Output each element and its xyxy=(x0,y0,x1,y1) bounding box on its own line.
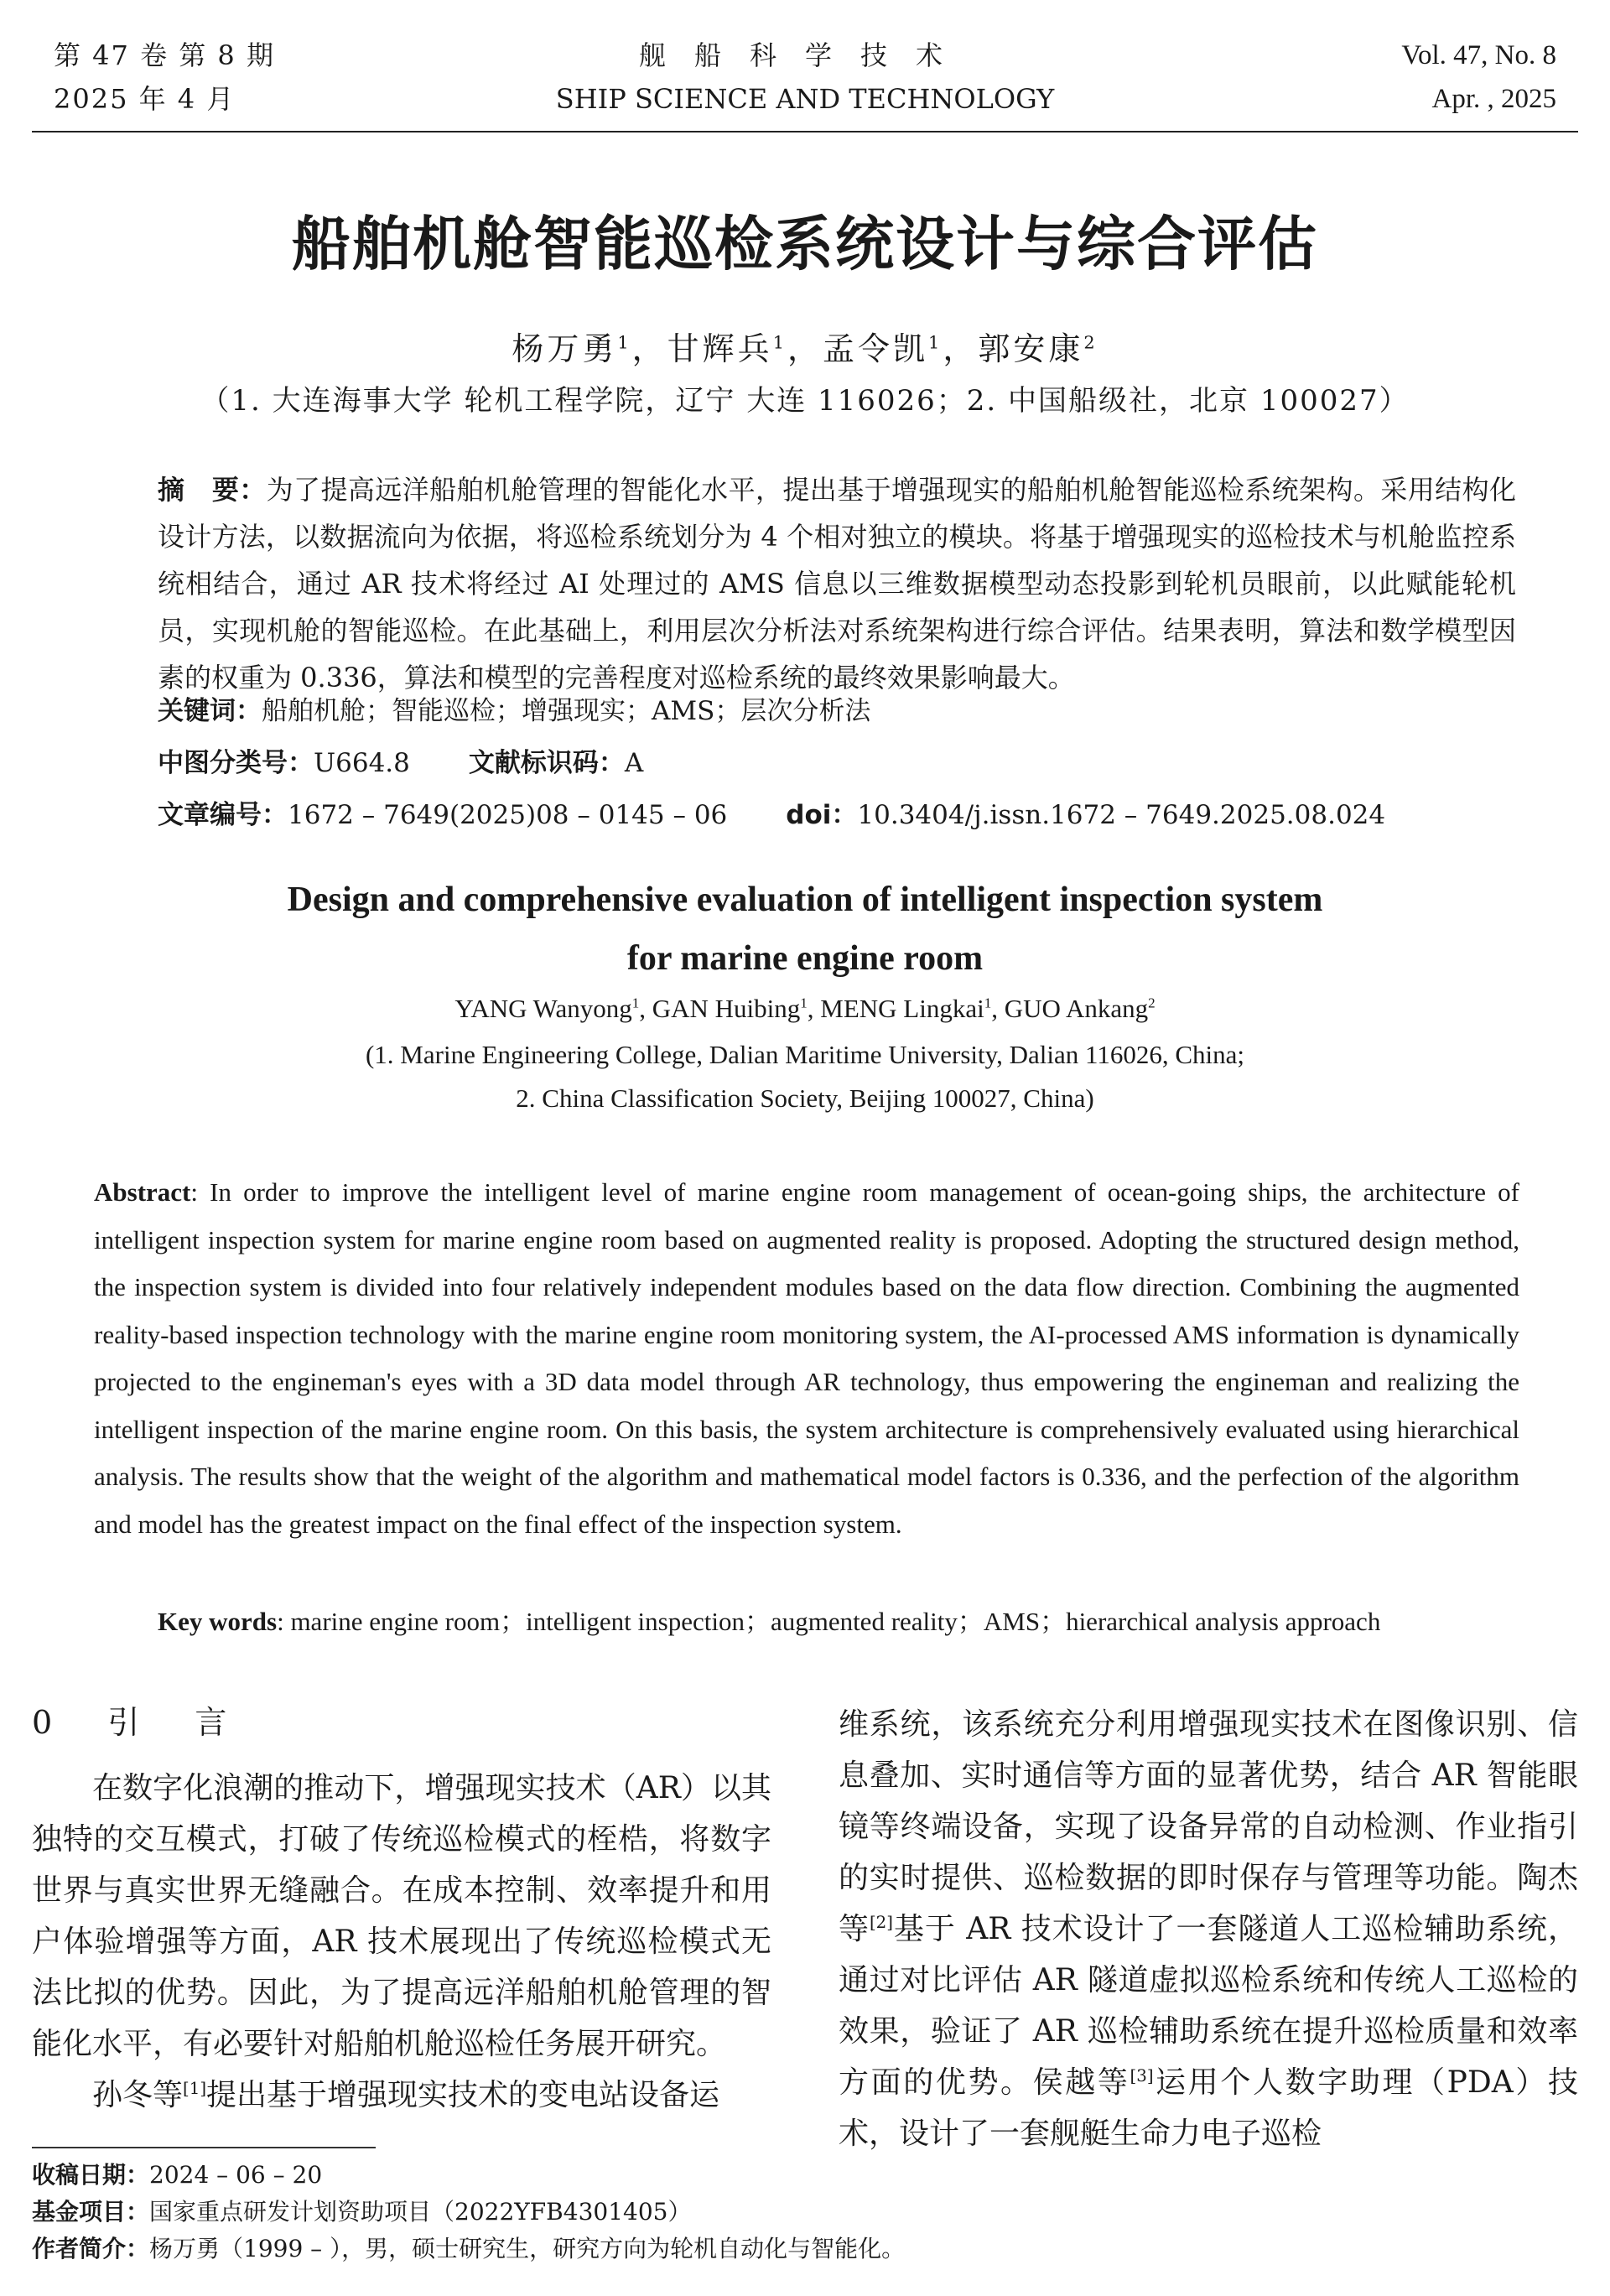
author-en-2-affil: 1 xyxy=(800,995,808,1011)
body-paragraph-2-text-a: 孙冬等 xyxy=(92,2078,184,2112)
author-en-3: MENG Lingkai xyxy=(820,994,984,1023)
affiliation-en-line2: 2. China Classification Society, Beijing 100027, China) xyxy=(516,1083,1094,1113)
author-cn-2-affil: 1 xyxy=(772,332,787,353)
journal-name-en: SHIP SCIENCE AND TECHNOLOGY xyxy=(555,83,1055,115)
author-en-2: GAN Huibing xyxy=(652,994,801,1023)
author-en-3-affil: 1 xyxy=(984,995,992,1011)
section-number: 0 xyxy=(32,1704,65,1741)
body-column-right xyxy=(839,1699,1578,2159)
author-cn-1-affil: 1 xyxy=(617,332,632,353)
body-paragraph-3-text-a: 维系统，该系统充分利用增强现实技术在图像识别、信息叠加、实时通信等方面的显著优势，结合 AR 智能眼镜等终端设备，实现了设备异常的自动检测、作业指引的实时提供、巡检数据的即时保存与管理等功能。陶杰等 xyxy=(839,1707,1578,1946)
author-sep: ， xyxy=(943,330,979,367)
fund-label: 基金项目： xyxy=(32,2198,150,2226)
doi-label: doi： xyxy=(786,800,858,830)
body-paragraph-1: 在数字化浪潮的推动下，增强现实技术（AR）以其独特的交互模式，打破了传统巡检模式的桎梏，将数字世界与真实世界无缝融合。在成本控制、效率提升和用户体验增强等方面，AR 技术展现出了传统巡检模式无法比拟的优势。因此，为了提高远洋船舶机舱管理的智能化水平，有必要针对船舶机舱巡检任务展开研究。 xyxy=(32,1771,771,2061)
article-id-line xyxy=(158,792,1385,839)
body-paragraph-3-text-b: 基于 AR 技术设计了一套隧道人工巡检辅助系统，通过对比评估 AR 隧道虚拟巡检系统和传统人工巡检的效果，验证了 AR 巡检辅助系统在提升巡检质量和效率方面的优势。侯越等 xyxy=(839,1912,1578,2100)
keywords-en xyxy=(158,1598,1583,1645)
abstract-en-text: : In order to improve the intelligent level of marine engine room management of ocean-going ships, the architecture of intelligent inspection system for marine engine room based on augmented reality is proposed. Adopting the structured design method, the inspection system is divided into four relatively independent modules based on the data flow direction. Combining the augmented reality-based inspection technology with the marine engine room monitoring system, the AI-processed AMS information is dynamically projected to the engineman's eyes with a 3D data model through AR technology, thus empowering the engineman and realizing the intelligent inspection of the marine engine room. On this basis, the system architecture is comprehensively evaluated using hierarchical analysis. The results show that the weight of the algorithm and mathematical model factors is 0.336, and the perfection of the algorithm and model has the greatest impact on the final effect of the inspection system. xyxy=(94,1177,1519,1539)
paper-title-en-line2: for marine engine room xyxy=(626,939,984,978)
author-en-4-affil: 2 xyxy=(1148,995,1156,1011)
author-cn-4: 郭安康 xyxy=(978,330,1084,367)
date-cn: 2025 年 4 月 xyxy=(54,83,236,115)
abstract-cn-text: 为了提高远洋船舶机舱管理的智能化水平，提出基于增强现实的船舶机舱智能巡检系统架构。采用结构化设计方法，以数据流向为依据，将巡检系统划分为 4 个相对独立的模块。将基于增强现实的巡检技术与机舱监控系统相结合，通过 AR 技术将经过 AI 处理过的 AMS 信息以三维数据模型动态投影到轮机员眼前，以此赋能轮机员，实现机舱的智能巡检。在此基础上，利用层次分析法对系统架构进行综合评估。结果表明，算法和数学模型因素的权重为 0.336，算法和模型的完善程度对巡检系统的最终效果影响最大。 xyxy=(158,474,1516,693)
keywords-en-label: Key words xyxy=(158,1607,278,1636)
author-bio-label: 作者简介： xyxy=(32,2235,150,2262)
keywords-cn xyxy=(158,688,870,735)
section-heading xyxy=(32,1699,238,1746)
section-title: 引 言 xyxy=(107,1704,239,1741)
clc-label: 中图分类号： xyxy=(158,748,314,778)
affiliation-en-line1: (1. Marine Engineering College, Dalian Maritime University, Dalian 116026, China; xyxy=(365,1040,1244,1069)
footnote-rule xyxy=(32,2147,376,2148)
body-paragraph-3-text-c: 运用个人数字助理（PDA）技术，设计了一套舰艇生命力电子巡检 xyxy=(839,2065,1578,2151)
body-paragraph-2-text-b: 提出基于增强现实技术的变电站设备运 xyxy=(206,2078,720,2112)
citation-ref-3: [3] xyxy=(1130,2066,1154,2086)
author-sep: ， xyxy=(631,330,667,367)
abstract-en-label: Abstract xyxy=(94,1177,191,1207)
footnotes xyxy=(32,2157,905,2267)
author-bio-value: 杨万勇（1999 – ），男，硕士研究生，研究方向为轮机自动化与智能化。 xyxy=(149,2235,906,2262)
journal-name-cn: 舰船科学技术 xyxy=(638,39,971,71)
doc-code-value: A xyxy=(624,748,644,778)
header-rule xyxy=(32,131,1578,132)
body-paragraph-2 xyxy=(32,2070,771,2121)
author-sep: ， xyxy=(787,330,823,367)
authors-en: YANG Wanyong$^1$, GAN Huibing$^1$, MENG Lingkai$^1$, GUO Ankang$^2$ xyxy=(454,994,1156,1023)
doc-code-label: 文献标识码： xyxy=(468,748,625,778)
received-value: 2024 – 06 – 20 xyxy=(149,2161,323,2189)
doi-value: 10.3404/j.issn.1672 – 7649.2025.08.024 xyxy=(857,800,1386,830)
author-cn-3-affil: 1 xyxy=(928,332,943,353)
body-paragraph-3 xyxy=(839,1699,1578,2159)
author-cn-3: 孟令凯 xyxy=(823,330,929,367)
date-en: Apr. , 2025 xyxy=(1431,84,1556,114)
article-id-label: 文章编号： xyxy=(158,800,288,830)
authors-cn xyxy=(0,325,1610,372)
abstract-cn-label: 摘 要： xyxy=(158,474,267,506)
author-en-1: YANG Wanyong xyxy=(454,994,632,1023)
footnote-fund xyxy=(32,2194,905,2231)
keywords-cn-text: 船舶机舱；智能巡检；增强现实；AMS；层次分析法 xyxy=(262,696,871,726)
keywords-en-text: : marine engine room；intelligent inspection；augmented reality；AMS；hierarchical analysis approach xyxy=(277,1607,1381,1636)
author-cn-4-affil: 2 xyxy=(1083,332,1098,353)
paper-title-cn: 船舶机舱智能巡检系统设计与综合评估 xyxy=(292,210,1318,278)
volume-en: Vol. 47, No. 8 xyxy=(1401,40,1556,70)
citation-ref-1: [1] xyxy=(183,2079,207,2098)
author-en-4: GUO Ankang xyxy=(1004,994,1149,1023)
clc-value: U664.8 xyxy=(314,748,410,778)
author-cn-2: 甘辉兵 xyxy=(667,330,773,367)
received-label: 收稿日期： xyxy=(32,2161,150,2189)
author-en-1-affil: 1 xyxy=(631,995,640,1011)
abstract-en xyxy=(94,1169,1519,1548)
abstract-cn xyxy=(158,466,1516,701)
affiliations-en xyxy=(0,1033,1610,1120)
header-center xyxy=(0,34,1610,121)
classification-line xyxy=(158,740,643,787)
affiliations-cn: （1. 大连海事大学 轮机工程学院，辽宁 大连 116026；2. 中国船级社，北京 100027） xyxy=(200,384,1410,418)
fund-value: 国家重点研发计划资助项目（2022YFB4301405） xyxy=(149,2198,692,2226)
paper-title-en-line1: Design and comprehensive evaluation of intelligent inspection system xyxy=(287,880,1323,919)
citation-ref-2: [2] xyxy=(869,1913,893,1932)
article-id-value: 1672 – 7649(2025)08 – 0145 – 06 xyxy=(288,800,728,830)
paper-title-en xyxy=(0,870,1610,988)
header-right xyxy=(1401,34,1556,121)
keywords-cn-label: 关键词： xyxy=(158,696,262,726)
body-column-left xyxy=(32,1763,771,2121)
footnote-received xyxy=(32,2157,905,2194)
author-cn-1: 杨万勇 xyxy=(512,330,618,367)
footnote-author xyxy=(32,2231,905,2267)
volume-cn: 第 47 卷 第 8 期 xyxy=(54,39,275,71)
